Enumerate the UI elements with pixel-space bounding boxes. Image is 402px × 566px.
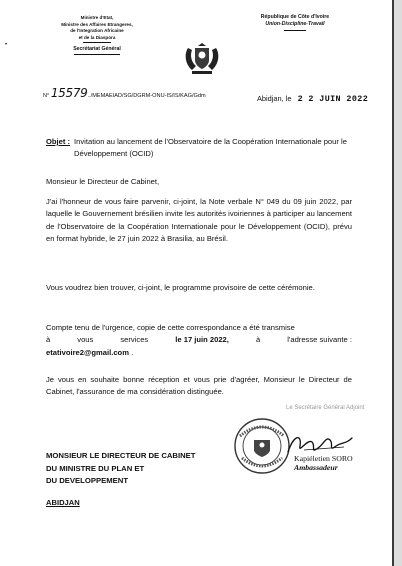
- addressee-city: ABIDJAN: [46, 498, 80, 507]
- ministry-line-2: Ministre des Affaires Etrangeres,: [61, 21, 133, 27]
- motto-divider: [284, 30, 306, 31]
- subject-line: [46, 136, 352, 159]
- addressee-line-3: DU DEVELOPPEMENT: [46, 476, 129, 486]
- reference-prefix: N°: [43, 93, 50, 99]
- addressee-block: [46, 450, 196, 488]
- word-services: services: [120, 335, 149, 345]
- paragraph-1: J'ai l'honneur de vous faire parvenir, ci-joint, la Note verbale N° 049 du 09 juin 2022, par laquelle le Gouvernement brésilien invite les autorités ivoiriennes à participer au lancement de l'Observatoire de la Coopération Internationale pour le Développement (OCID), prévu en format hybride, le 27 juin 2022 à Brasilia, au Brésil.: [46, 197, 352, 244]
- signatory-name: Kapiéletien SORO: [294, 454, 353, 463]
- ministry-line-4: et de la Diaspora: [78, 34, 116, 40]
- header-divider: [83, 42, 111, 43]
- addressee-line-2: DU MINISTRE DU PLAN ET: [46, 463, 145, 473]
- place-label: Abidjan, le: [257, 94, 292, 103]
- official-seal-icon: [232, 416, 292, 476]
- faded-title-note: Le Secrétaire Général Adjoint: [286, 405, 365, 411]
- transmission-date: le 17 juin 2022,: [175, 335, 229, 345]
- secretariat-label: Secrétariat Général: [73, 46, 121, 53]
- salutation: Monsieur le Directeur de Cabinet,: [46, 177, 160, 186]
- secretariat-underline: [74, 54, 120, 55]
- coat-of-arms-icon: [182, 42, 222, 76]
- paragraph-3-line-1: Compte tenu de l'urgence, copie de cette correspondance a été transmise: [46, 323, 295, 332]
- paragraph-2: Vous voudrez bien trouver, ci-joint, le programme provisoire de cette cérémonie.: [46, 283, 315, 292]
- reference-number: 15579: [50, 86, 88, 100]
- ministry-line-1: Ministre d'Etat,: [80, 15, 114, 20]
- national-motto: Union-Discipline-Travail: [265, 20, 325, 27]
- subject-text: Invitation au lancement de l'Observatoire de la Coopération Internationale pour le Développement (OCID): [74, 137, 347, 158]
- word-a: à: [46, 335, 51, 345]
- paragraph-3-line-3: [46, 347, 352, 359]
- scan-mark: •: [5, 42, 8, 48]
- reference-code: ../MEMAEIAD/SG/DGRM-ONU-IS/IS/KAG/Gdm: [87, 93, 206, 99]
- paragraph-3: [46, 322, 352, 359]
- signatory-title: Ambassadeur: [294, 463, 338, 472]
- word-vous: vous: [77, 335, 94, 345]
- republic-header: [250, 14, 340, 31]
- scan-edge: [394, 0, 402, 566]
- ministry-line-3: de l'Integration Africaine: [70, 28, 124, 34]
- email-address[interactable]: etativoire2@gmail.com: [46, 347, 129, 357]
- ministry-header: [22, 15, 172, 55]
- paragraph-3-line-2: [46, 334, 352, 346]
- paragraph-4: Je vous en souhaite bonne réception et vous prie d'agréer, Monsieur le Directeur de Cabinet, l'assurance de ma considération distinguée.: [46, 375, 352, 397]
- subject-label: Objet :: [46, 137, 71, 146]
- place-date-line: [257, 94, 368, 104]
- country-name: République de Côte d'Ivoire: [260, 14, 330, 20]
- date-stamp: 2 2 JUIN 2022: [297, 94, 369, 104]
- addressee-line-1: MONSIEUR LE DIRECTEUR DE CABINET: [46, 451, 196, 460]
- address-label: l'adresse suivante :: [287, 335, 352, 345]
- signatory-block: [294, 454, 353, 472]
- email-end: .: [128, 347, 134, 357]
- reference-line: [43, 86, 206, 100]
- word-a-2: à: [255, 335, 261, 345]
